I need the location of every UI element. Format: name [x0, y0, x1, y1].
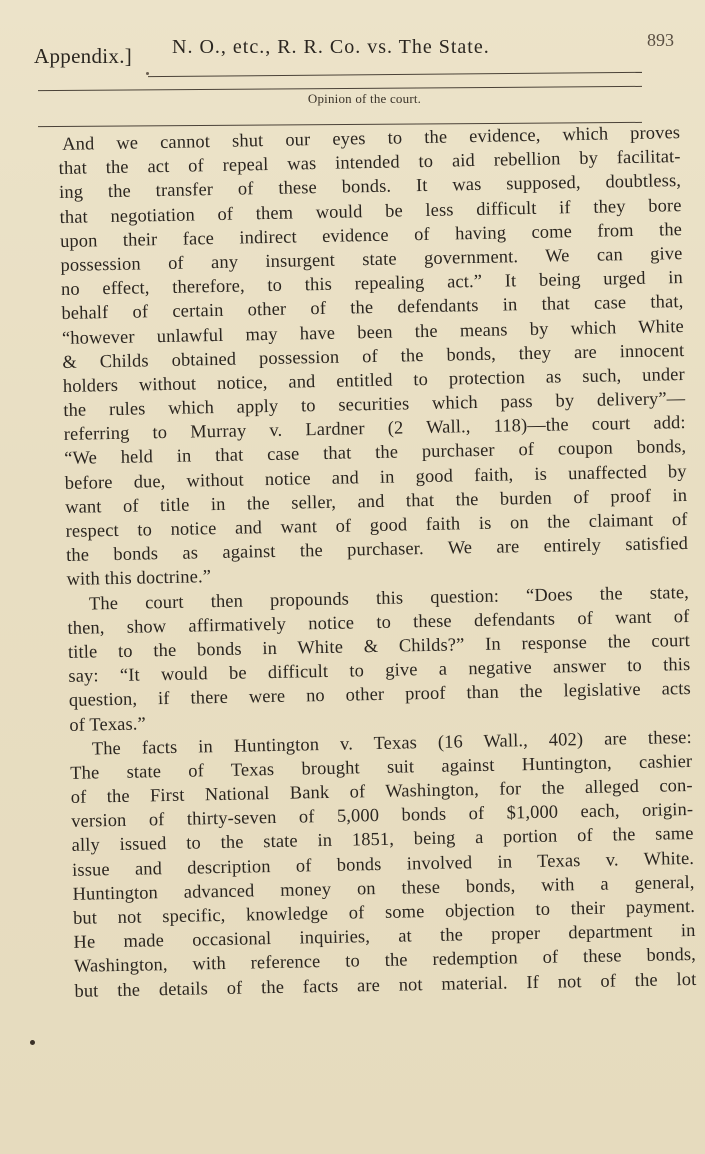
text-line: with this doctrine.”: [66, 566, 212, 590]
text-line: & Childs obtained possession of the bonds, they are innocent: [62, 339, 685, 372]
text-line: before due, without notice and in good faith, is unaffected by: [64, 460, 687, 493]
text-line: behalf of certain other of the defendants in that case that,: [61, 291, 684, 324]
text-line: He made occasional inquiries, at the proper department in: [73, 920, 696, 953]
text-line: “however unlawful may have been the means by which White: [61, 315, 685, 348]
text-line: say: “It would be difficult to give a negative answer to this: [68, 654, 691, 687]
text-line: “We held in that case that the purchaser of coupon bonds,: [64, 436, 687, 469]
text-line: that the act of repeal was intended to aid rebellion by facilitat-: [58, 146, 681, 179]
subhead-text: Opinion of the court.: [307, 91, 422, 106]
text-line: title to the bonds in White & Childs?” In response the court: [67, 629, 691, 662]
text-line: but the details of the facts are not material. If not of the lot: [74, 968, 697, 1001]
running-head-section: Appendix.]: [34, 44, 133, 68]
text-line: holders without notice, and entitled to protection as such, under: [62, 363, 685, 396]
header-rule-top: [148, 72, 642, 77]
page-number: 893: [647, 30, 674, 50]
text-line: The facts in Huntington v. Texas (16 Wall., 402) are these:: [91, 726, 692, 759]
text-line: no effect, therefore, to this repealing act.” It being urged in: [60, 267, 684, 300]
text-line: And we cannot shut our eyes to the evidence, which proves: [62, 122, 681, 154]
text-line: the bonds as against the purchaser. We are entirely satisfied: [65, 533, 689, 566]
section-subhead: [0, 91, 705, 107]
text-line: The state of Texas brought suit against Huntington, cashier: [70, 750, 693, 783]
text-line: question, if there were no other proof than the legislative acts: [68, 678, 691, 711]
text-line: want of title in the seller, and that the burden of proof in: [65, 484, 688, 517]
text-line: of Texas.”: [69, 712, 147, 735]
text-line: The court then propounds this question: “Does the state,: [88, 581, 690, 614]
text-line: but not specific, knowledge of some objection to their payment.: [72, 895, 696, 928]
ink-speck: [146, 72, 149, 75]
text-line: ally issued to the state in 1851, being a portion of the same: [71, 823, 694, 856]
text-line: possession of any insurgent state government. We can give: [60, 242, 683, 275]
text-line: that negotiation of them would be less difficult if they bore: [59, 194, 682, 227]
text-line: ing the transfer of these bonds. It was supposed, doubtless,: [58, 170, 682, 203]
text-line: upon their face indirect evidence of having come from the: [59, 218, 683, 251]
text-line: the rules which apply to securities which pass by delivery”—: [63, 388, 686, 421]
text-line: of the First National Bank of Washington, for the alleged con-: [70, 775, 693, 807]
text-line: then, show affirmatively notice to these defendants of want of: [67, 605, 690, 638]
text-line: Huntington advanced money on these bonds, with a general,: [72, 871, 695, 904]
text-line: version of thirty-seven of 5,000 bonds of $1,000 each, origin-: [71, 799, 694, 832]
text-line: Washington, with reference to the redemption of these bonds,: [73, 944, 697, 977]
text-line: referring to Murray v. Lardner (2 Wall., 118)—the court add:: [63, 412, 686, 445]
margin-ink-mark: [30, 1040, 35, 1045]
text-line: issue and description of bonds involved in Texas v. White.: [71, 847, 695, 880]
opinion-body: [58, 120, 697, 1003]
running-head-case-title: N. O., etc., R. R. Co. vs. The State.: [172, 36, 490, 58]
running-head: [34, 30, 674, 70]
text-line: respect to notice and want of good faith is on the claimant of: [65, 508, 688, 541]
